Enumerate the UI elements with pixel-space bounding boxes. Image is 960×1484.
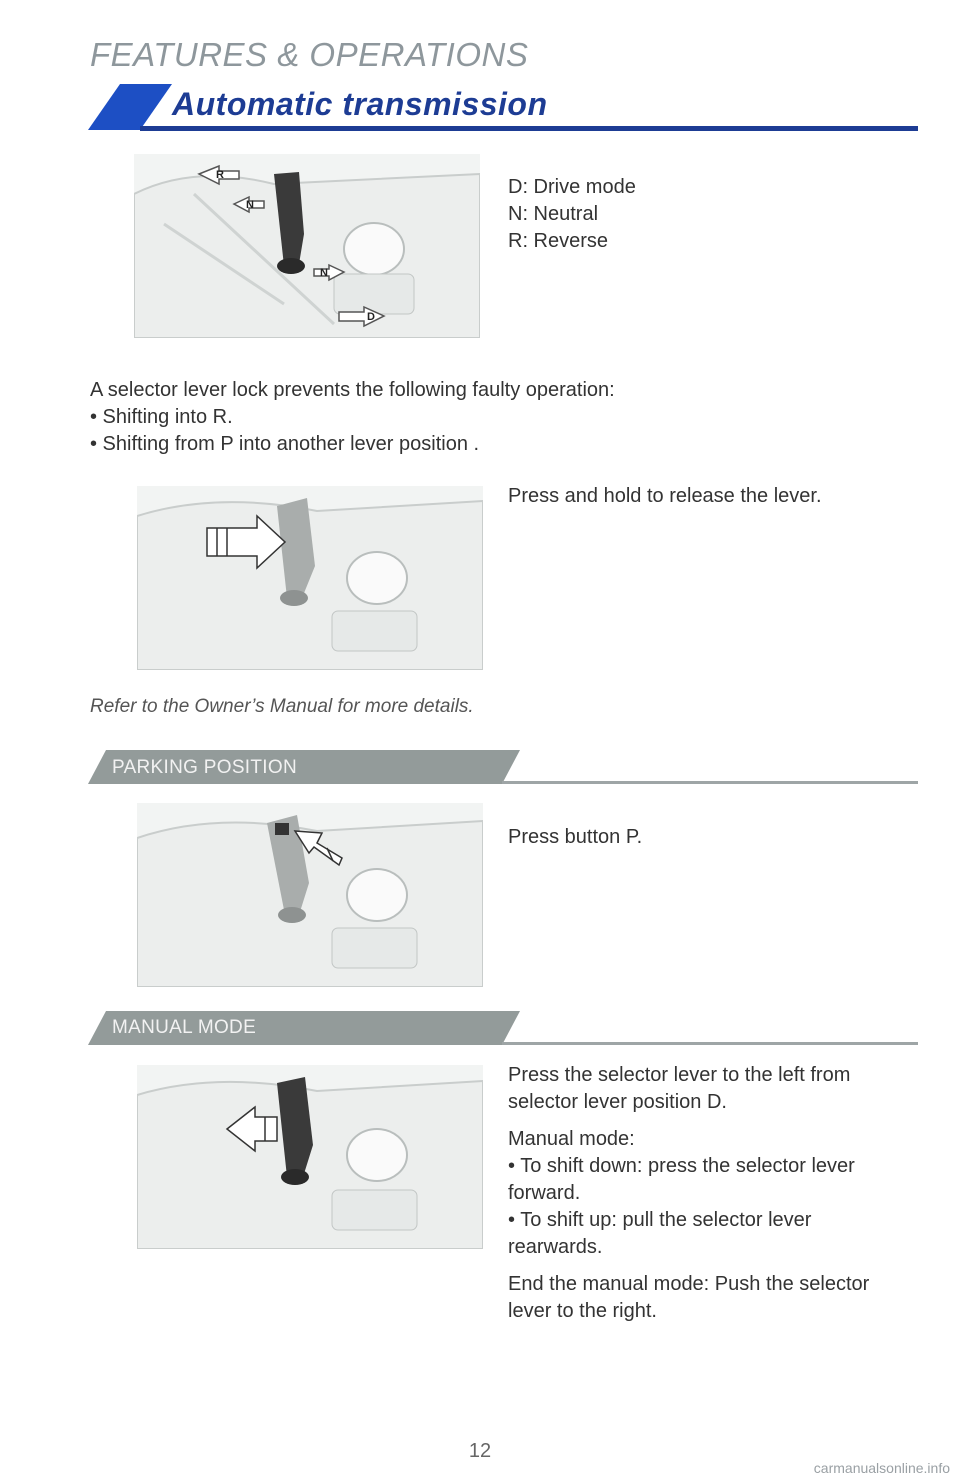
manual-p3: End the manual mode: Push the selector lever to the right. xyxy=(508,1273,870,1322)
manual-p1: Press the selector lever to the left from selector lever position D. xyxy=(508,1064,851,1113)
arrow-label-n-down: N xyxy=(320,267,328,279)
arrow-label-r: R xyxy=(216,169,224,181)
arrow-label-n-up: N xyxy=(246,199,254,211)
manual-mode-instructions xyxy=(508,1062,908,1325)
topic-underline xyxy=(140,126,918,131)
owners-manual-note: Refer to the Owner’s Manual for more details. xyxy=(90,696,474,717)
parking-position-heading: PARKING POSITION xyxy=(112,757,297,778)
legend-drive: D: Drive mode xyxy=(508,176,636,198)
lock-bullet-1: • Shifting into R. xyxy=(90,406,233,428)
lock-bullet-2: • Shifting from P into another lever position . xyxy=(90,433,480,455)
release-caption: Press and hold to release the lever. xyxy=(508,485,822,507)
parking-caption: Press button P. xyxy=(508,826,643,848)
lever-release-button-illustration xyxy=(137,486,483,670)
manual-p2-line1: • To shift down: press the selector lever forward. xyxy=(508,1155,855,1204)
page-number: 12 xyxy=(468,1440,492,1462)
lock-intro: A selector lever lock prevents the following faulty operation: xyxy=(90,379,615,401)
parking-button-illustration xyxy=(137,803,483,987)
lever-lock-text xyxy=(90,377,910,458)
manual-p2-line2: • To shift up: pull the selector lever rearwards. xyxy=(508,1209,812,1258)
legend-neutral: N: Neutral xyxy=(508,203,599,225)
manual-mode-heading: MANUAL MODE xyxy=(112,1017,257,1038)
legend-reverse: R: Reverse xyxy=(508,230,609,252)
arrow-label-d: D xyxy=(367,311,375,323)
manual-p2-title: Manual mode: xyxy=(508,1128,635,1150)
topic-accent-shape xyxy=(88,84,172,130)
gear-lever-shift-illustration xyxy=(134,154,480,338)
section-title: FEATURES & OPERATIONS xyxy=(90,36,529,73)
topic-title: Automatic transmission xyxy=(172,86,548,122)
watermark: carmanualsonline.info xyxy=(813,1460,950,1476)
drive-mode-legend xyxy=(508,174,908,255)
manual-mode-lever-illustration xyxy=(137,1065,483,1249)
